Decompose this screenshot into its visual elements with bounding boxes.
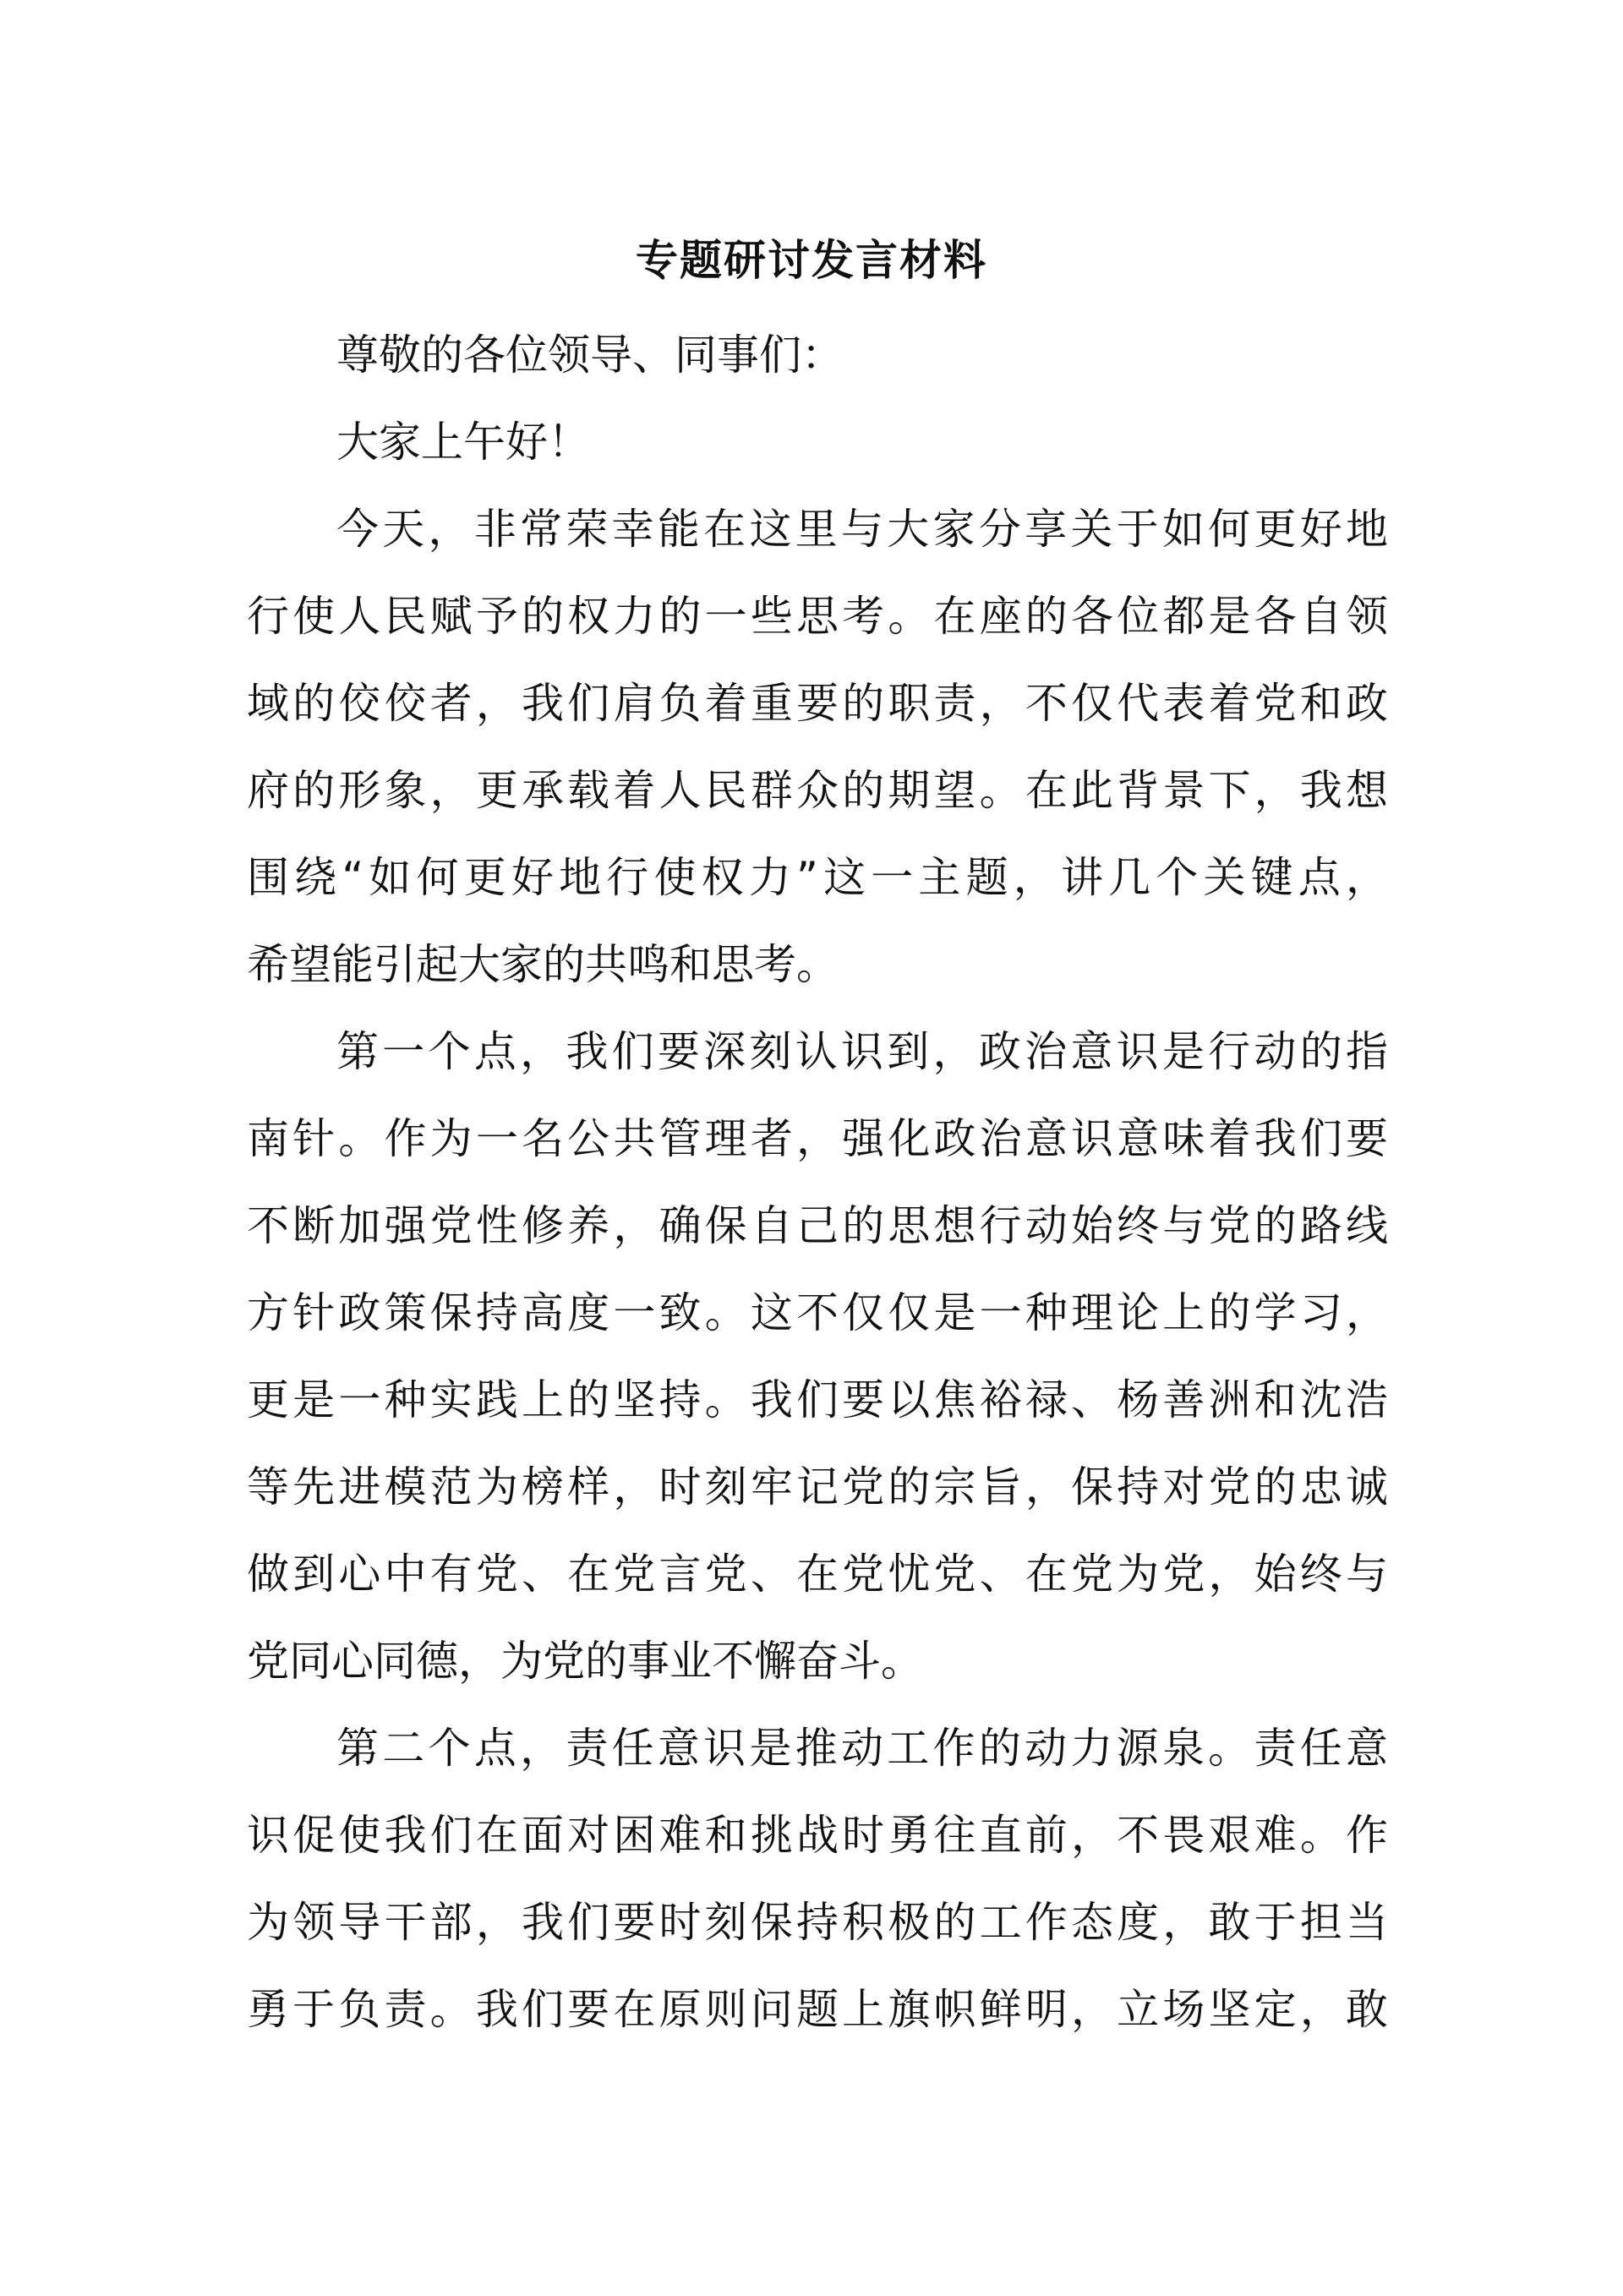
- paragraph-line: 府的形象，更承载着人民群众的期望。在此背景下，我想: [247, 766, 1388, 815]
- paragraph-line: 今天，非常荣幸能在这里与大家分享关于如何更好地: [336, 505, 1388, 554]
- paragraph-line: 第二个点，责任意识是推动工作的动力源泉。责任意: [336, 1724, 1388, 1773]
- paragraph-line: 识促使我们在面对困难和挑战时勇往直前，不畏艰难。作: [247, 1811, 1388, 1860]
- greeting-line: 大家上午好！: [336, 418, 590, 467]
- paragraph-line: 希望能引起大家的共鸣和思考。: [247, 940, 839, 989]
- paragraph-line: 围绕“如何更好地行使权力”这一主题，讲几个关键点，: [247, 853, 1388, 902]
- paragraph-line: 行使人民赋予的权力的一些思考。在座的各位都是各自领: [247, 592, 1388, 641]
- paragraph-line: 域的佼佼者，我们肩负着重要的职责，不仅代表着党和政: [247, 679, 1388, 728]
- paragraph-line: 党同心同德，为党的事业不懈奋斗。: [247, 1637, 923, 1686]
- paragraph-line: 南针。作为一名公共管理者，强化政治意识意味着我们要: [247, 1114, 1388, 1163]
- document-title: 专题研讨发言材料: [636, 236, 987, 285]
- salutation-line: 尊敬的各位领导、同事们：: [336, 331, 844, 380]
- paragraph-line: 第一个点，我们要深刻认识到，政治意识是行动的指: [336, 1027, 1388, 1076]
- paragraph-line: 方针政策保持高度一致。这不仅仅是一种理论上的学习，: [247, 1288, 1388, 1337]
- paragraph-line: 做到心中有党、在党言党、在党忧党、在党为党，始终与: [247, 1550, 1388, 1599]
- paragraph-line: 等先进模范为榜样，时刻牢记党的宗旨，保持对党的忠诚: [247, 1462, 1388, 1512]
- paragraph-line: 为领导干部，我们要时刻保持积极的工作态度，敢于担当: [247, 1898, 1388, 1947]
- paragraph-line: 更是一种实践上的坚持。我们要以焦裕禄、杨善洲和沈浩: [247, 1375, 1388, 1424]
- paragraph-line: 不断加强党性修养，确保自己的思想行动始终与党的路线: [247, 1201, 1388, 1250]
- paragraph-line: 勇于负责。我们要在原则问题上旗帜鲜明，立场坚定，敢: [247, 1985, 1388, 2034]
